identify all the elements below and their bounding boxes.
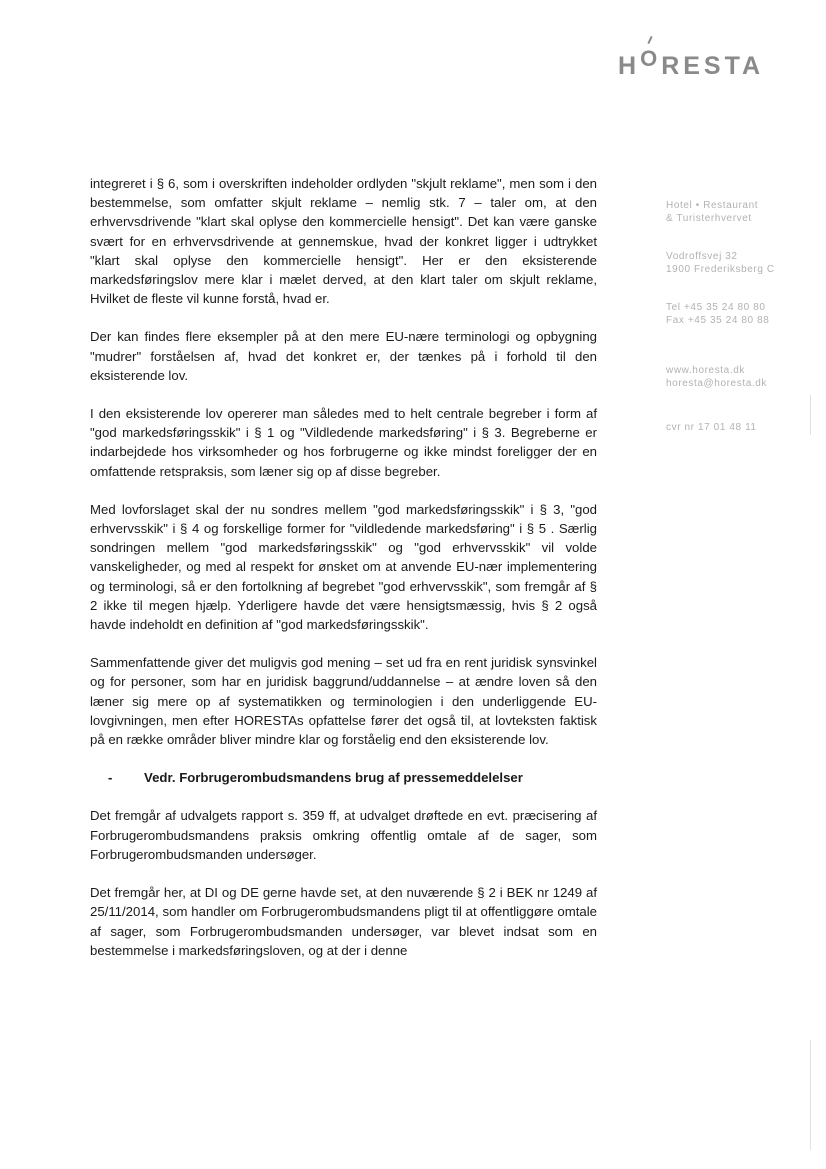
body-paragraph: integreret i § 6, som i overskriften indeholder ordlyden "skjult reklame", men som i den bestemmelse, som omfatter skjult reklame – nemlig stk. 7 – taler om, at den erhvervsdrivende "klart skal oplyse den kommercielle hensigt". Det kan være ganske svært for en erhvervsdrivende at gennemskue, hvad der konkret ligger i udtrykket "klart skal oplyse den kommercielle hensigt". Her er den eksisterende markedsføringslov mere klar i mælet derved, at den klart taler om skjult reklame, Hvilket de fleste vil kunne forstå, hvad er. — [90, 176, 597, 307]
website-line: www.horesta.dk — [666, 365, 745, 376]
logo-letters-resta: RESTA — [661, 52, 765, 80]
scan-edge-mark — [810, 395, 811, 435]
letter-body — [90, 174, 597, 979]
scan-edge-mark — [810, 1040, 811, 1150]
horesta-logo — [618, 46, 765, 81]
address-line: 1900 Frederiksberg C — [666, 263, 775, 275]
org-line: & Turisterhvervet — [666, 212, 752, 224]
cvr-block — [666, 422, 816, 435]
body-paragraph: I den eksisterende lov opererer man således med to helt centrale begreber i form af "god markedsføringsskik" i § 1 og "Vildledende markedsføring" i § 3. Begreberne er indarbejdede hos virksomheder og hos forbrugerne og ikke mindst foreligger der en omfattende retspraksis, som læner sig op af disse begreber. — [90, 406, 597, 479]
org-block — [666, 200, 816, 225]
section-heading-text: Vedr. Forbrugerombudsmandens brug af pressemeddelelser — [144, 770, 523, 786]
cvr-line: cvr nr 17 01 48 11 — [666, 422, 757, 433]
phone-line: Tel +45 35 24 80 80 — [666, 302, 766, 313]
body-paragraph: Der kan findes flere eksempler på at den mere EU-nære terminologi og opbygning "mudrer" forståelsen af, hvad det konkret er, der tænkes på i forhold til den eksisterende lov. — [90, 329, 597, 383]
body-paragraph: Det fremgår af udvalgets rapport s. 359 ff, at udvalget drøftede en evt. præcisering af Forbrugerombudsmandens praksis omkring offentlig omtale af de sager, som Forbrugerombudsmanden undersøger. — [90, 808, 597, 862]
address-block — [666, 251, 816, 276]
section-heading-dash: - — [108, 770, 113, 786]
logo-letter-o: O — [640, 46, 662, 71]
email-line: horesta@horesta.dk — [666, 377, 768, 389]
fax-line: Fax +45 35 24 80 88 — [666, 314, 770, 326]
address-line: Vodroffsvej 32 — [666, 251, 738, 262]
body-paragraph: Med lovforslaget skal der nu sondres mellem "god markedsføringsskik" i § 3, "god erhvervsskik" i § 4 og forskellige former for "vildledende markedsføring" i § 5 . Særlig sondringen mellem "god markedsføringsskik" og "god erhvervsskik" vil volde vanskeligheder, og med al respekt for ønsket om at anvende EU-nær implementering og terminologi, så er den fortolkning af begrebet "god erhvervsskik", som fremgår af § 2 ikke til megen hjælp. Yderligere havde det være hensigtsmæssig, hvis § 2 også havde indeholdt en definition af "god markedsføringsskik". — [90, 501, 597, 633]
org-line: Hotel • Restaurant — [666, 200, 759, 211]
body-paragraph: Det fremgår her, at DI og DE gerne havde set, at den nuværende § 2 i BEK nr 1249 af 25/11/2014, som handler om Forbrugerombudsmandens pligt til at offentliggøre omtale af sager, som Forbrugerombudsmanden undersøger, var blevet indsat som en bestemmelse i markedsføringsloven, og at der i denne — [90, 885, 597, 958]
body-paragraph: Sammenfattende giver det muligvis god mening – set ud fra en rent juridisk synsvinkel og for personer, som har en juridisk baggrund/uddannelse – at ændre loven så den læner sig mere op af systematikken og terminologien i den underliggende EU-lovgivningen, men efter HORESTAs opfattelse fører det også til, at lovteksten faktisk på en række områder bliver mindre klar og forståelig end den eksisterende lov. — [90, 655, 597, 748]
logo-letter-h: H — [618, 52, 641, 80]
web-block — [666, 365, 816, 390]
phone-block — [666, 302, 816, 327]
section-heading — [90, 768, 597, 787]
letterhead-sidebar — [666, 200, 816, 461]
